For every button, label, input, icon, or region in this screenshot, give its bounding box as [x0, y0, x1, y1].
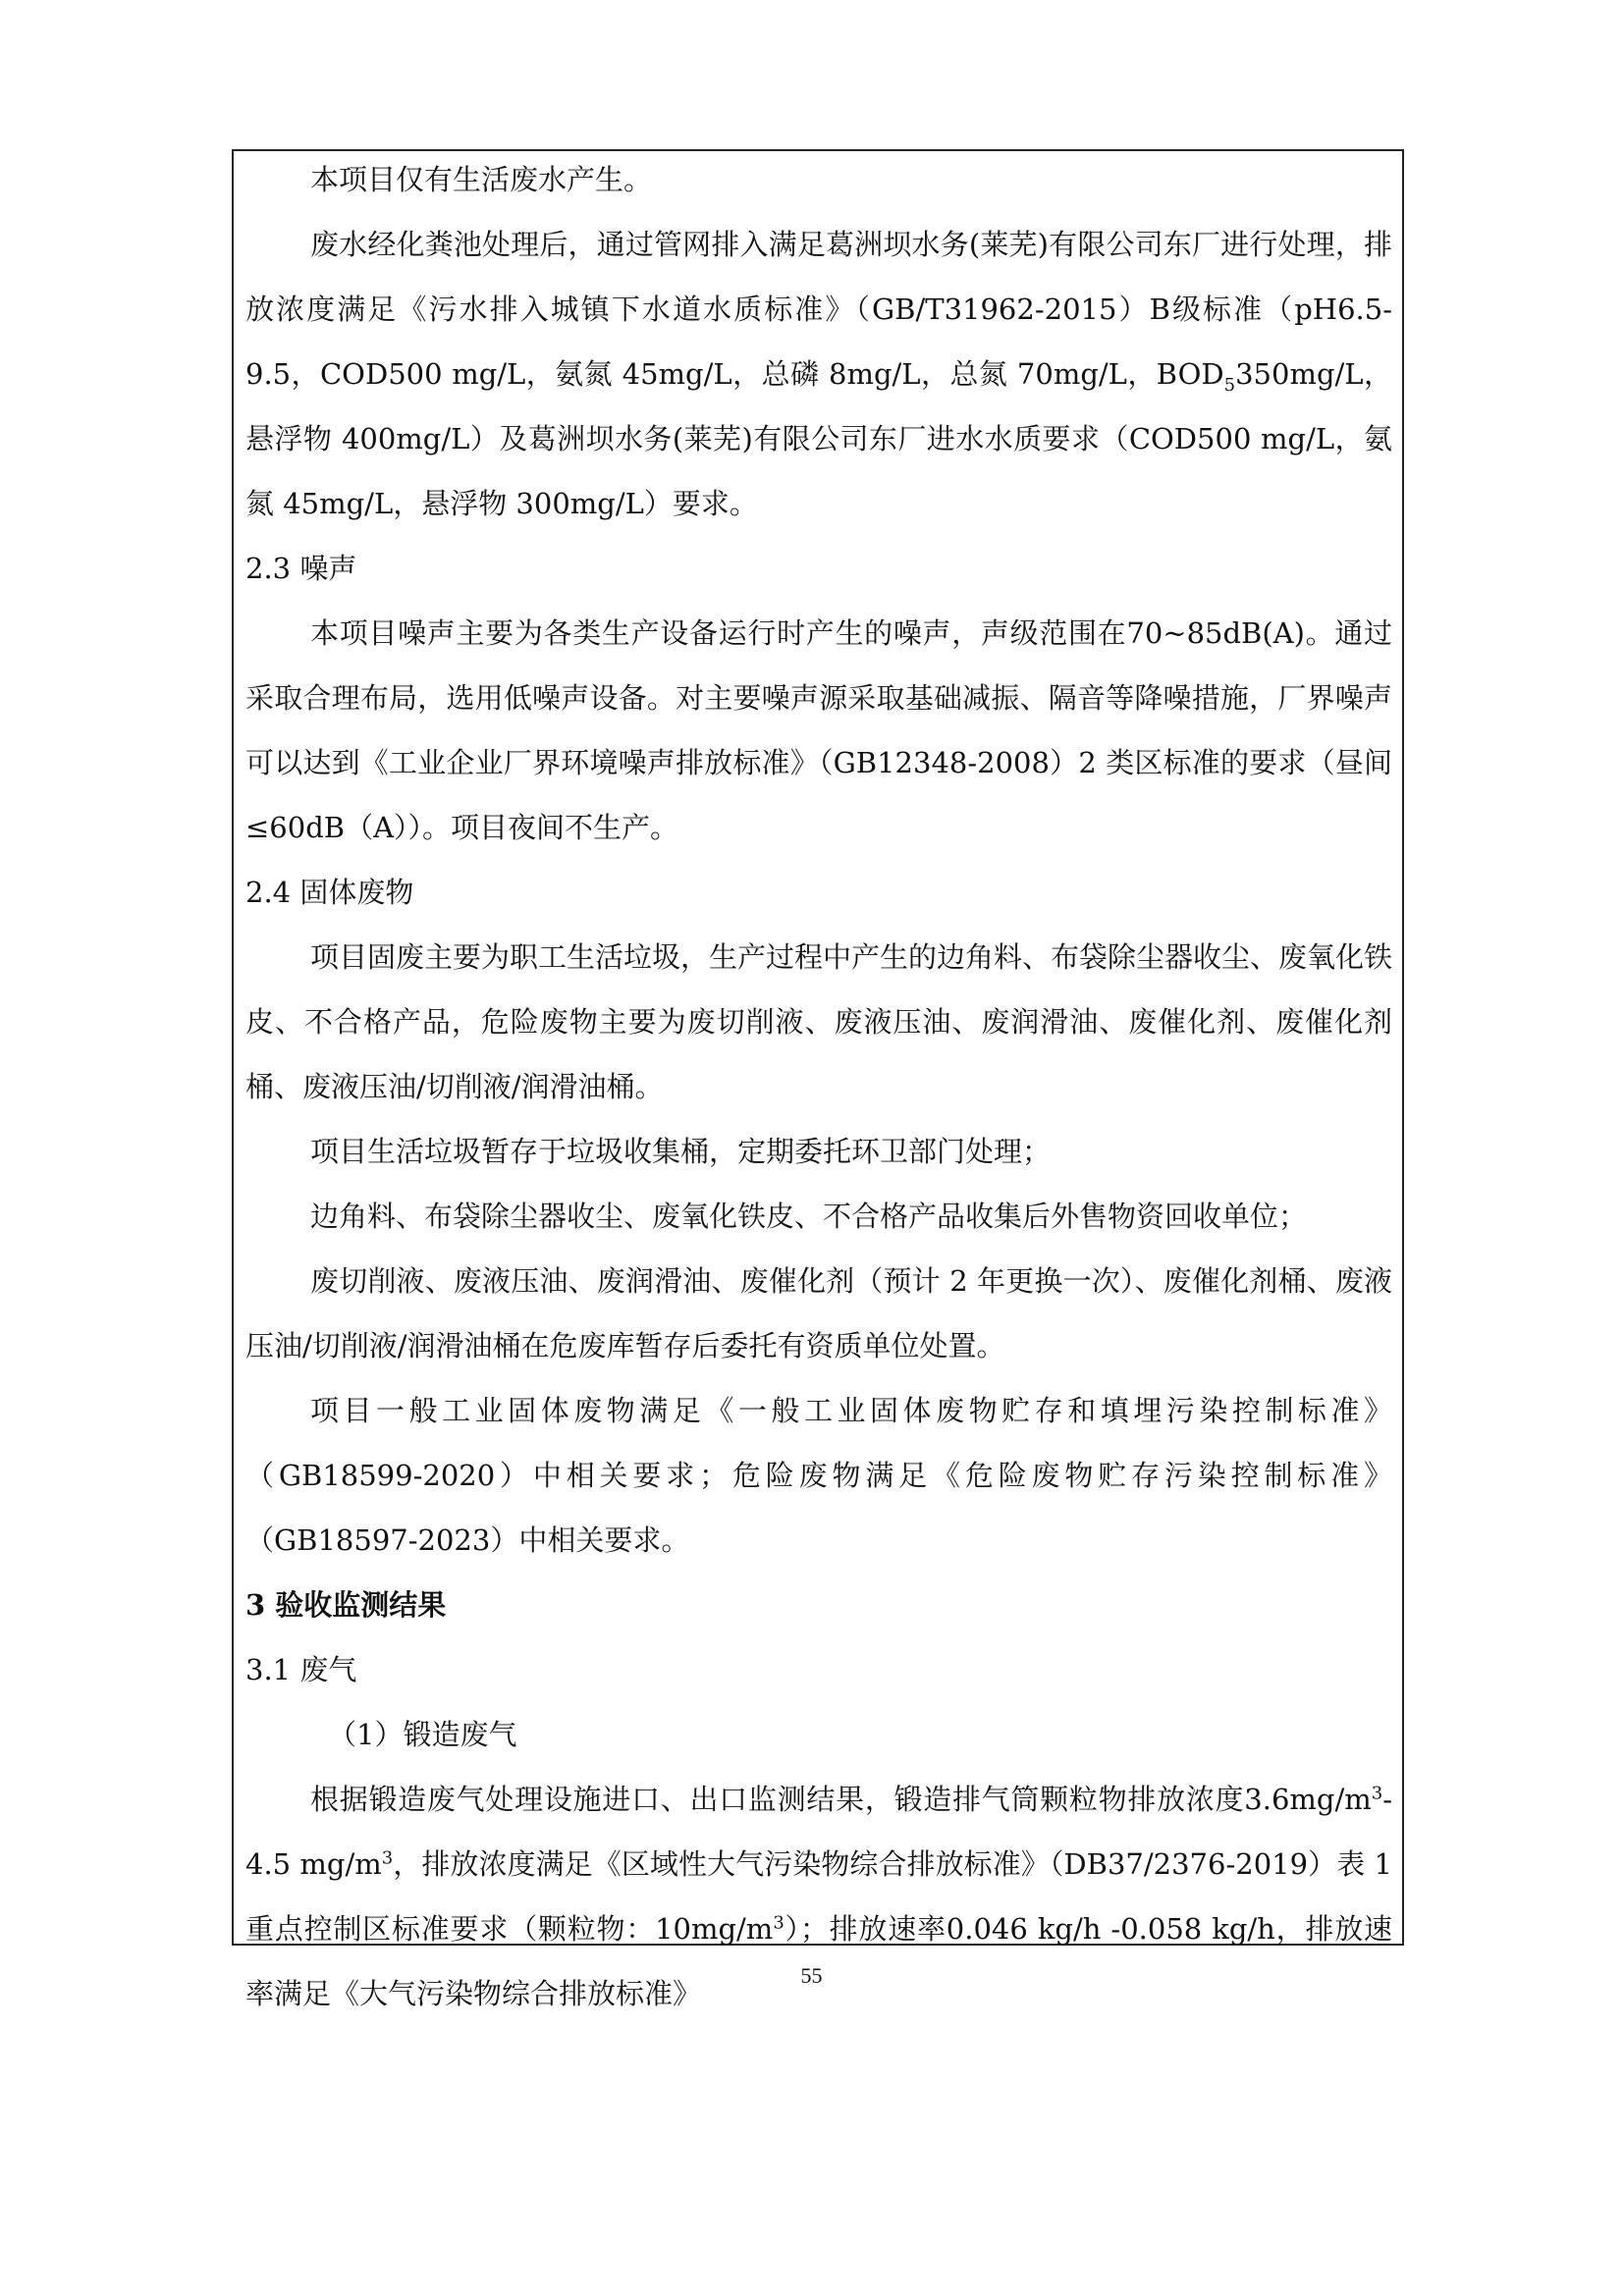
section-heading-solid-waste: 2.4 固体废物 [245, 876, 414, 909]
forging-text-2: ，排放浓度满足《区域性大气污染物综合排放标准》（DB37/2376-2019）表 1 重点控制区标准要求（颗粒物：10mg/m [245, 1847, 1393, 1946]
forging-text-3: ）；排放速率0.046 kg/h -0.058 kg/h，排放速率满足《大气污染物综合排放标准》 [245, 1912, 1392, 2010]
wastewater-text-2: 350mg/L，悬浮物 400mg/L）及葛洲坝水务(莱芜)有限公司东厂进水水质要求（COD500 mg/L，氨氮 45mg/L，悬浮物 300mg/L）要求。 [245, 357, 1392, 520]
paragraph-domestic-waste: 项目生活垃圾暂存于垃圾收集桶，定期委托环卫部门处理； [310, 1135, 1052, 1168]
section-heading-noise: 2.3 噪声 [245, 552, 357, 585]
unit-superscript-3: 3 [773, 1912, 784, 1934]
unit-superscript-2: 3 [381, 1847, 394, 1869]
paragraph-noise: 本项目噪声主要为各类生产设备运行时产生的噪声，声级范围在70~85dB(A)。通过采取合理布局，选用低噪声设备。对主要噪声源采取基础减振、隔音等降噪措施，厂界噪声可以达到《工业企业厂界环境噪声排放标准》（GB12348-2008）2 类区标准的要求（昼间≤60dB（A））。项目夜间不生产。 [245, 616, 1392, 844]
paragraph-wastewater-intro: 本项目仅有生活废水产生。 [310, 163, 653, 196]
document-body [245, 147, 1392, 2026]
bod-subscript: 5 [1223, 374, 1236, 396]
subheading-forging-gas: （1）锻造废气 [328, 1718, 517, 1751]
section-heading-exhaust-gas: 3.1 废气 [245, 1653, 357, 1686]
bod-label: BOD [1156, 357, 1224, 391]
forging-text-1: 根据锻造废气处理设施进口、出口监测结果，锻造排气筒颗粒物排放浓度 [310, 1783, 1245, 1816]
page-number: 55 [800, 1963, 823, 1988]
unit-superscript-1: 3 [1371, 1783, 1383, 1804]
wastewater-text-1: 废水经化粪池处理后，通过管网排入满足葛洲坝水务(莱芜)有限公司东厂进行处理，排放浓度满足《污水排入城镇下水道水质标准》（GB/T31962-2015）B级标准（pH6.5-9.5，COD500 mg/L，氨氮 45mg/L，总磷 8mg/L，总氮 70mg/L， [245, 228, 1392, 391]
paragraph-solid-waste-types: 项目固废主要为职工生活垃圾，生产过程中产生的边角料、布袋除尘器收尘、废氧化铁皮、不合格产品，危险废物主要为废切削液、废液压油、废润滑油、废催化剂、废催化剂桶、废液压油/切削液/润滑油桶。 [245, 940, 1393, 1103]
paragraph-wastewater-treatment [245, 212, 1392, 536]
concentration-max: -4.5 mg/m [245, 1783, 1392, 1881]
paragraph-waste-standards: 项目一般工业固体废物满足《一般工业固体废物贮存和填埋污染控制标准》（GB18599-2020）中相关要求；危险废物满足《危险废物贮存污染控制标准》（GB18597-2023）中相关要求。 [245, 1394, 1392, 1557]
section-heading-monitoring-results: 3 验收监测结果 [245, 1588, 447, 1622]
concentration-min: 3.6mg/m [1244, 1783, 1372, 1816]
paragraph-hazardous-waste: 废切削液、废液压油、废润滑油、废催化剂（预计 2 年更换一次）、废催化剂桶、废液压油/切削液/润滑油桶在危废库暂存后委托有资质单位处置。 [245, 1264, 1392, 1362]
paragraph-recyclables: 边角料、布袋除尘器收尘、废氧化铁皮、不合格产品收集后外售物资回收单位； [310, 1200, 1308, 1233]
